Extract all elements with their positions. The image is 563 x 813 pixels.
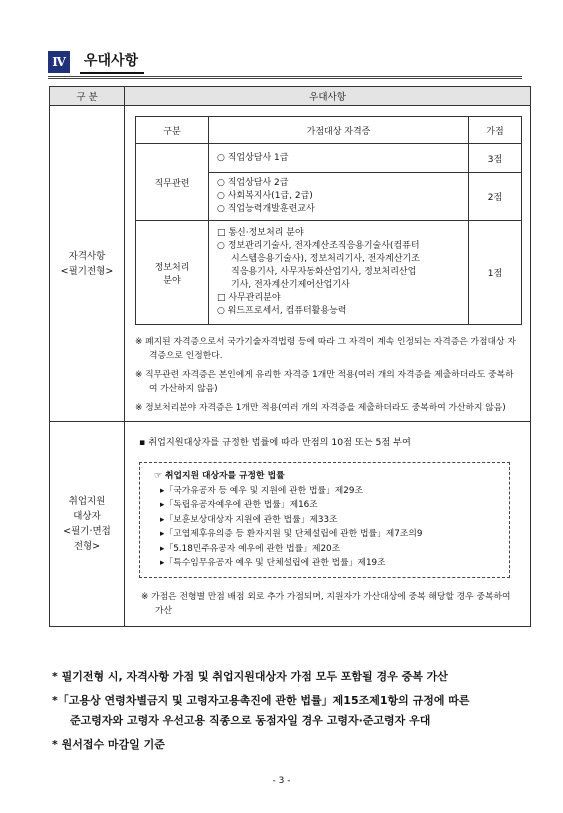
points-bullet: ▪ 취업지원대상자를 규정한 법률에 따라 만점의 10점 또는 5점 부여 [139, 437, 411, 448]
page-number: - 3 - [272, 776, 291, 786]
employment-support-cell [125, 422, 531, 627]
points-value: 1점 [469, 221, 522, 325]
law-item: ▸「특수임무유공자 예우 및 단체설립에 관한 법률」제19조 [160, 558, 386, 568]
law-item: ▸「독립유공자예우에 관한 법률」제16조 [160, 500, 318, 510]
info-processing-row [136, 221, 522, 325]
law-item: ▸「5.18민주유공자 예우에 관한 법률」제20조 [160, 543, 341, 554]
cert-item: ○ 직업능력개발훈련교사 [217, 204, 315, 214]
points-value: 2점 [469, 173, 522, 221]
footnote-elderly-law-cont: 준고령자와 고령자 우선고용 직종으로 동점자일 경우 고령자·준고령자 우대 [70, 714, 431, 727]
note-info-cert: ※ 정보처리분야 자격증은 1개만 적용(여러 개의 자격증을 제출하더라도 중복하여 가산하지 않음) [135, 403, 506, 413]
job-cert-list-2 [209, 173, 469, 221]
header-preference: 우대사항 [125, 87, 531, 106]
law-box-title: ☞ 취업지원 대상자를 규정한 법률 [154, 471, 285, 481]
cert-item: ○ 워드프로세서, 컴퓨터활용능력 [217, 306, 347, 316]
group-label-line: 정보처리 [154, 262, 190, 273]
certificate-points-table [135, 116, 522, 325]
footnote-deadline: * 원서접수 마감일 기준 [52, 738, 165, 751]
cert-category: □ 통신·정보처리 분야 [217, 228, 304, 238]
inner-header-points: 가점 [469, 117, 522, 144]
label-line: <필기전형> [60, 265, 114, 277]
label-line: <필기·면접 [63, 525, 111, 537]
table-row-certificates [50, 106, 531, 422]
section-title: 우대사항 [80, 50, 144, 74]
section-heading [48, 50, 144, 74]
note-abolished-cert: ※ 폐지된 자격증으로서 국가기술자격법령 등에 따라 그 자격이 계속 인정되는 자격증은 가점대상 자격증으로 인정한다. [135, 337, 516, 361]
cert-item: ○ 사회복지사(1급, 2급) [217, 191, 313, 201]
law-item: ▸「고엽제후유의증 등 환자지원 및 단체설립에 관한 법률」제7조의9 [160, 529, 423, 539]
points-value: 3점 [469, 144, 522, 173]
footnote-duplicate: * 필기전형 시, 자격사항 가점 및 취업지원대상자 가점 모두 포함될 경우 중복 가산 [52, 670, 448, 683]
header-category: 구 분 [50, 87, 125, 106]
inner-header-row [136, 117, 522, 144]
section-number-badge: Ⅳ [48, 51, 70, 73]
note-job-cert: ※ 직무관련 자격증은 본인에게 유리한 자격증 1개만 적용(여러 개의 자격증을 제출하더라도 중복하여 가산하지 않음) [135, 370, 514, 394]
certificates-cell [125, 106, 531, 422]
cert-item-cont: 직응용기사, 사무자동화산업기사, 정보처리산업 [231, 267, 417, 277]
law-item: ▸「보훈보상대상자 지원에 관한 법률」제33조 [160, 514, 338, 525]
inner-header-group: 구분 [136, 117, 209, 144]
cert-category: □ 사무관리분야 [217, 293, 281, 303]
table-row-employment-support [50, 422, 531, 627]
cert-item: ○ 정보관리기술사, 전자계산조직응용기술사(컴퓨터 [217, 241, 420, 251]
row-label-employment-support [50, 422, 125, 627]
job-related-row-1 [136, 144, 522, 173]
cert-item-cont: 시스템응용기술사), 정보처리기사, 전자계산기조 [231, 254, 420, 264]
label-line: 취업지원 [68, 495, 106, 507]
label-line: 자격사항 [68, 250, 106, 262]
footnote-elderly-law: *「고용상 연령차별금지 및 고령자고용촉진에 관한 법률」제15조제1항의 규정에 따른 [52, 694, 470, 707]
cert-item-cont: 기사, 전자계산기제어산업기사 [231, 280, 350, 290]
note-duplicate-bonus: ※ 가점은 전형별 만점 배점 외로 추가 가점되며, 지원자가 가산대상에 중복 해당할 경우 중복하여 가산 [141, 591, 511, 616]
label-line: 대상자 [73, 510, 101, 522]
info-cert-list [209, 221, 469, 325]
label-line: 전형> [73, 540, 101, 552]
preference-table [49, 86, 531, 627]
table-header-row [50, 87, 531, 106]
inner-header-cert: 가점대상 자격증 [209, 117, 469, 144]
law-box [139, 462, 510, 578]
group-label-line: 분야 [163, 275, 181, 286]
cert-item: ○ 직업상담사 1급 [217, 152, 289, 163]
section-divider [48, 76, 522, 79]
job-cert-list-1 [209, 144, 469, 173]
group-info-processing [136, 221, 209, 325]
group-job-related: 직무관련 [136, 144, 209, 221]
law-item: ▸「국가유공자 등 예우 및 지원에 관한 법률」제29조 [160, 485, 363, 496]
cert-item: ○ 직업상담사 2급 [217, 178, 289, 188]
row-label-certificates [50, 106, 125, 422]
